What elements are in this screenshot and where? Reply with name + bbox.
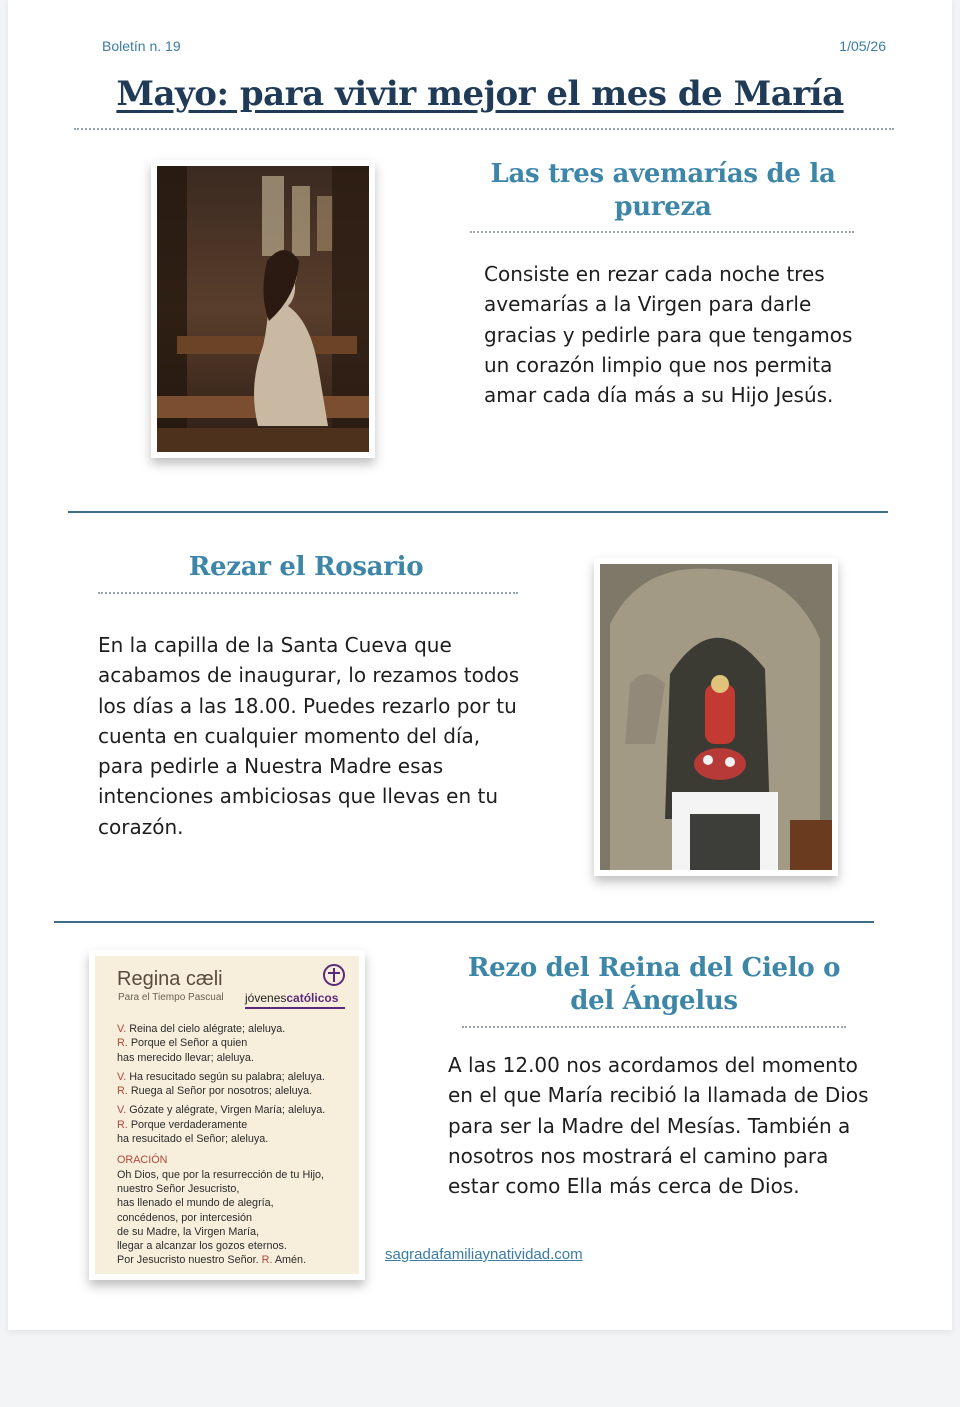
section-title-rosario: Rezar el Rosario — [188, 552, 424, 582]
oration-line: de su Madre, la Virgen María, — [117, 1225, 260, 1238]
prayer-card-subtitle: Para el Tiempo Pascual — [118, 992, 224, 1003]
prayer-line: R. Ruega al Señor por nosotros; aleluya. — [117, 1085, 313, 1098]
title-divider — [74, 128, 894, 130]
oration-label: ORACIÓN — [117, 1154, 168, 1167]
oration-line: concédenos, por intercesión — [117, 1211, 253, 1224]
prayer-line: V. Reina del cielo alégrate; aleluya. — [117, 1023, 286, 1035]
oration-line: Oh Dios, que por la resurrección de tu Hijo, — [117, 1168, 325, 1181]
prayer-line: V. Ha resucitado según su palabra; aleluya. — [117, 1070, 325, 1083]
bulletin-date: 1/05/26 — [839, 38, 886, 54]
section-body-avemarias: Consiste en rezar cada noche tres avemarías a la Virgen para darle gracias y pedirle para que tengamos un corazón limpio que nos permita amar cada día más a su Hijo Jesús. — [484, 262, 853, 408]
section-title-avemarias: Las tres avemarías de la pureza — [490, 159, 836, 222]
prayer-line: ha resucitado el Señor; aleluya. — [117, 1133, 269, 1146]
section-divider — [98, 592, 518, 594]
praying-woman-photo — [151, 160, 375, 458]
oration-line: Por Jesucristo nuestro Señor. R. Amén. — [117, 1254, 307, 1267]
section-body-rosario: En la capilla de la Santa Cueva que acabamos de inaugurar, lo rezamos todos los días a las 18.00. Puedes rezarlo por tu cuenta en cualquier momento del día, para pedirle a Nuestra Madre esas intenciones ambiciosas que llevas en tu corazón. — [98, 633, 520, 839]
brand-part-a: jóvenes — [245, 991, 287, 1005]
santa-cueva-photo — [594, 558, 838, 876]
brand-logo — [245, 991, 338, 1005]
prayer-card-title: Regina cæli — [117, 968, 223, 990]
cave-chapel-image — [600, 564, 832, 870]
section-divider — [462, 1026, 846, 1028]
section-divider — [470, 231, 854, 233]
prayer-line: V. Gózate y alégrate, Virgen María; aleluya. — [117, 1104, 326, 1117]
regina-caeli-card — [89, 950, 365, 1280]
bulletin-number: Boletín n. 19 — [102, 38, 181, 54]
brand-underline — [245, 1007, 345, 1009]
prayer-text — [117, 1022, 352, 1268]
brand-part-b: católicos — [286, 991, 339, 1005]
oration-line: llegar a alcanzar los gozos eternos. — [117, 1240, 287, 1253]
oration-line: has llenado el mundo de alegría, — [117, 1197, 274, 1210]
cross-logo-icon — [323, 964, 345, 986]
prayer-line: R. Porque verdaderamente — [117, 1118, 248, 1131]
oration-line: nuestro Señor Jesucristo, — [117, 1182, 240, 1195]
page-title: Mayo: para vivir mejor el mes de María — [116, 74, 844, 114]
section-title-angelus: Rezo del Reina del Cielo o del Ángelus — [467, 953, 841, 1016]
church-interior-image — [157, 166, 369, 452]
bulletin-page — [8, 0, 952, 1330]
section-separator — [54, 921, 874, 923]
section-body-angelus: A las 12.00 nos acordamos del momento en el que María recibió la llamada de Dios para ser la Madre del Mesías. También a nosotros nos mostrará el camino para estar como Ella más cerca de Dios. — [448, 1053, 869, 1199]
prayer-line: R. Porque el Señor a quien — [117, 1037, 248, 1050]
prayer-line: has merecido llevar; aleluya. — [117, 1051, 254, 1064]
prayer-card — [95, 956, 359, 1274]
section-separator — [68, 511, 888, 513]
website-link[interactable]: sagradafamiliaynatividad.com — [385, 1246, 583, 1263]
